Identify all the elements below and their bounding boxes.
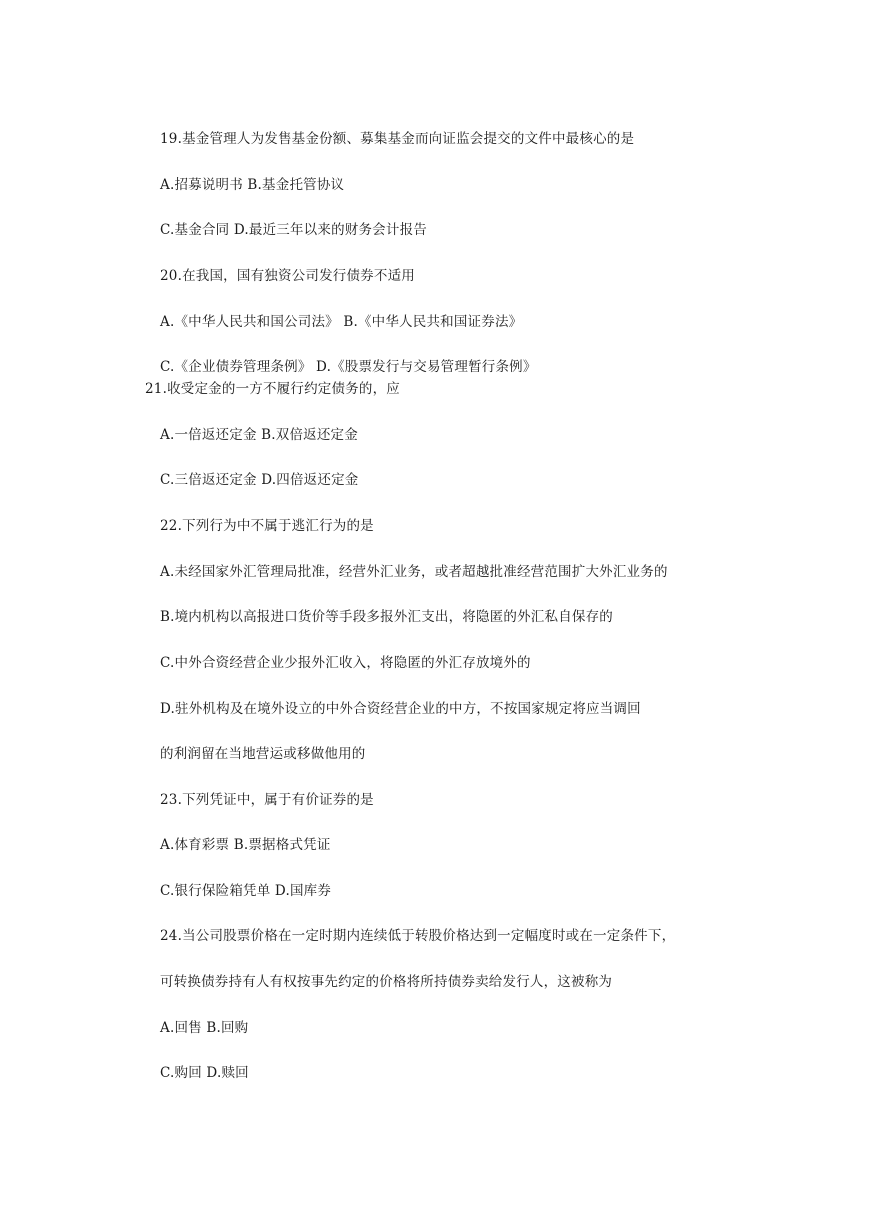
question-24-options-ab: A.回售 B.回购 [160,1020,249,1036]
question-21-options-ab: A.一倍返还定金 B.双倍返还定金 [160,427,358,443]
question-24-stem-continued: 可转换债券持有人有权按事先约定的价格将所持债券卖给发行人，这被称为 [160,974,613,990]
question-22-option-d: D.驻外机构及在境外设立的中外合资经营企业的中方，不按国家规定将应当调回 [160,701,641,717]
question-24-stem: 24.当公司股票价格在一定时期内连续低于转股价格达到一定幅度时或在一定条件下， [160,928,676,944]
question-19-options-ab: A.招募说明书 B.基金托管协议 [160,177,345,193]
question-24-options-cd: C.购回 D.赎回 [160,1065,249,1081]
question-20-options-cd: C.《企业债券管理条例》 D.《股票发行与交易管理暂行条例》 [160,359,537,375]
question-23-options-ab: A.体育彩票 B.票据格式凭证 [160,837,331,853]
question-23-stem: 23.下列凭证中，属于有价证券的是 [160,792,374,808]
question-19-options-cd: C.基金合同 D.最近三年以来的财务会计报告 [160,222,427,238]
question-22-option-a: A.未经国家外汇管理局批准，经营外汇业务，或者超越批准经营范围扩大外汇业务的 [160,564,668,580]
question-20-stem: 20.在我国，国有独资公司发行债券不适用 [160,268,415,284]
question-19-stem: 19.基金管理人为发售基金份额、募集基金而向证监会提交的文件中最核心的是 [160,131,635,147]
question-22-option-d-continued: 的利润留在当地营运或移做他用的 [160,746,366,762]
question-21-stem: 21.收受定金的一方不履行约定债务的，应 [145,381,400,397]
question-22-stem: 22.下列行为中不属于逃汇行为的是 [160,518,374,534]
question-21-options-cd: C.三倍返还定金 D.四倍返还定金 [160,472,359,488]
question-22-option-b: B.境内机构以高报进口货价等手段多报外汇支出，将隐匿的外汇私自保存的 [160,609,614,625]
question-20-options-ab: A.《中华人民共和国公司法》 B.《中华人民共和国证券法》 [160,314,523,330]
question-22-option-c: C.中外合资经营企业少报外汇收入，将隐匿的外汇存放境外的 [160,655,531,671]
question-23-options-cd: C.银行保险箱凭单 D.国库券 [160,883,332,899]
